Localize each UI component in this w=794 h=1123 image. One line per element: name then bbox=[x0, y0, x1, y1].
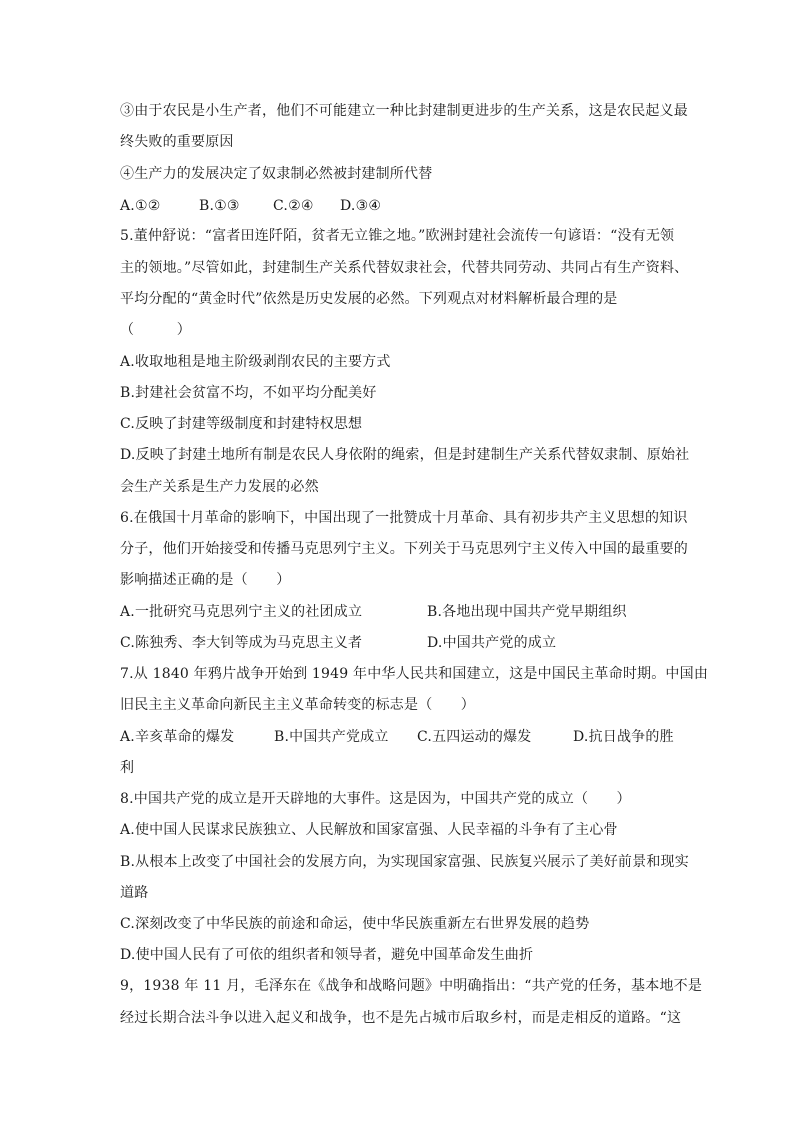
q4-option-b: B.①③ bbox=[199, 198, 240, 214]
q6-option-d: D.中国共产党的成立 bbox=[427, 635, 557, 651]
q8-option-c: C.深刻改变了中华民族的前途和命运，使中华民族重新左右世界发展的趋势 bbox=[120, 916, 590, 932]
q5-option-d: D.反映了封建土地所有制是农民人身依附的绳索，但是封建制生产关系代替奴隶制、原始社 bbox=[120, 447, 690, 463]
q4-option-c: C.②④ bbox=[273, 198, 314, 214]
q5-option-b: B.封建社会贫富不均，不如平均分配美好 bbox=[120, 385, 377, 401]
q7-option-d-cont: 利 bbox=[120, 760, 135, 776]
q7-option-b: B.中国共产党成立 bbox=[274, 729, 389, 745]
q6-options-row1 bbox=[120, 602, 684, 622]
question-5-line: 平均分配的“黄金时代”依然是历史发展的必然。下列观点对材料解析最合理的是 bbox=[120, 291, 618, 307]
question-8-line: 8.中国共产党的成立是开天辟地的大事件。这是因为，中国共产党的成立（ ） bbox=[120, 791, 631, 807]
text-line: ④生产力的发展决定了奴隶制必然被封建制所代替 bbox=[120, 166, 433, 182]
q5-option-d-cont: 会生产关系是生产力发展的必然 bbox=[120, 479, 319, 495]
q7-option-a: A.辛亥革命的爆发 bbox=[120, 729, 235, 745]
question-6-line: 影响描述正确的是（ ） bbox=[120, 572, 291, 588]
question-6-line: 6.在俄国十月革命的影响下，中国出现了一批赞成十月革命、具有初步共产主义思想的知识 bbox=[120, 510, 688, 526]
q4-option-a: A.①② bbox=[120, 198, 161, 214]
text-line: 终失败的重要原因 bbox=[120, 134, 234, 150]
q6-options-row2 bbox=[120, 633, 684, 653]
q7-options bbox=[120, 727, 684, 747]
q8-option-a: A.使中国人民谋求民族独立、人民解放和国家富强、人民幸福的斗争有了主心骨 bbox=[120, 822, 618, 838]
q5-option-a: A.收取地租是地主阶级剥削农民的主要方式 bbox=[120, 354, 391, 370]
q6-option-b: B.各地出现中国共产党早期组织 bbox=[427, 604, 627, 620]
question-9-line: 经过长期合法斗争以进入起义和战争，也不是先占城市后取乡村，而是走相反的道路。“这 bbox=[120, 1010, 682, 1026]
question-5-blank: （ ） bbox=[120, 322, 191, 338]
question-9-line: 9，1938 年 11 月，毛泽东在《战争和战略问题》中明确指出：“共产党的任务，基本地不是 bbox=[120, 978, 703, 994]
question-5-line: 5.董仲舒说：“富者田连阡陌，贫者无立锥之地。”欧洲封建社会流传一句谚语：“没有无领 bbox=[120, 228, 675, 244]
q7-option-d: D.抗日战争的胜 bbox=[573, 729, 674, 745]
q8-option-b: B.从根本上改变了中国社会的发展方向，为实现国家富强、民族复兴展示了美好前景和现实 bbox=[120, 854, 689, 870]
question-5-line: 主的领地。”尽管如此，封建制生产关系代替奴隶社会，代替共同劳动、共同占有生产资料、 bbox=[120, 260, 689, 276]
q8-option-b-cont: 道路 bbox=[120, 885, 149, 901]
q5-option-c: C.反映了封建等级制度和封建特权思想 bbox=[120, 416, 363, 432]
q7-option-c: C.五四运动的爆发 bbox=[417, 729, 532, 745]
q8-option-d: D.使中国人民有了可依的组织者和领导者，避免中国革命发生曲折 bbox=[120, 947, 534, 963]
question-7-line: 7.从 1840 年鸦片战争开始到 1949 年中华人民共和国建立，这是中国民主革命时期。中国由 bbox=[120, 666, 709, 682]
question-7-line: 旧民主主义革命向新民主主义革命转变的标志是（ ） bbox=[120, 697, 475, 713]
q4-option-d: D.③④ bbox=[340, 198, 382, 214]
text-line: ③由于农民是小生产者，他们不可能建立一种比封建制更进步的生产关系，这是农民起义最 bbox=[120, 103, 688, 119]
q6-option-c: C.陈独秀、李大钊等成为马克思主义者 bbox=[120, 635, 363, 651]
q6-option-a: A.一批研究马克思列宁主义的社团成立 bbox=[120, 604, 363, 620]
question-6-line: 分子，他们开始接受和传播马克思列宁主义。下列关于马克思列宁主义传入中国的最重要的 bbox=[120, 541, 688, 557]
q4-options bbox=[120, 196, 684, 216]
